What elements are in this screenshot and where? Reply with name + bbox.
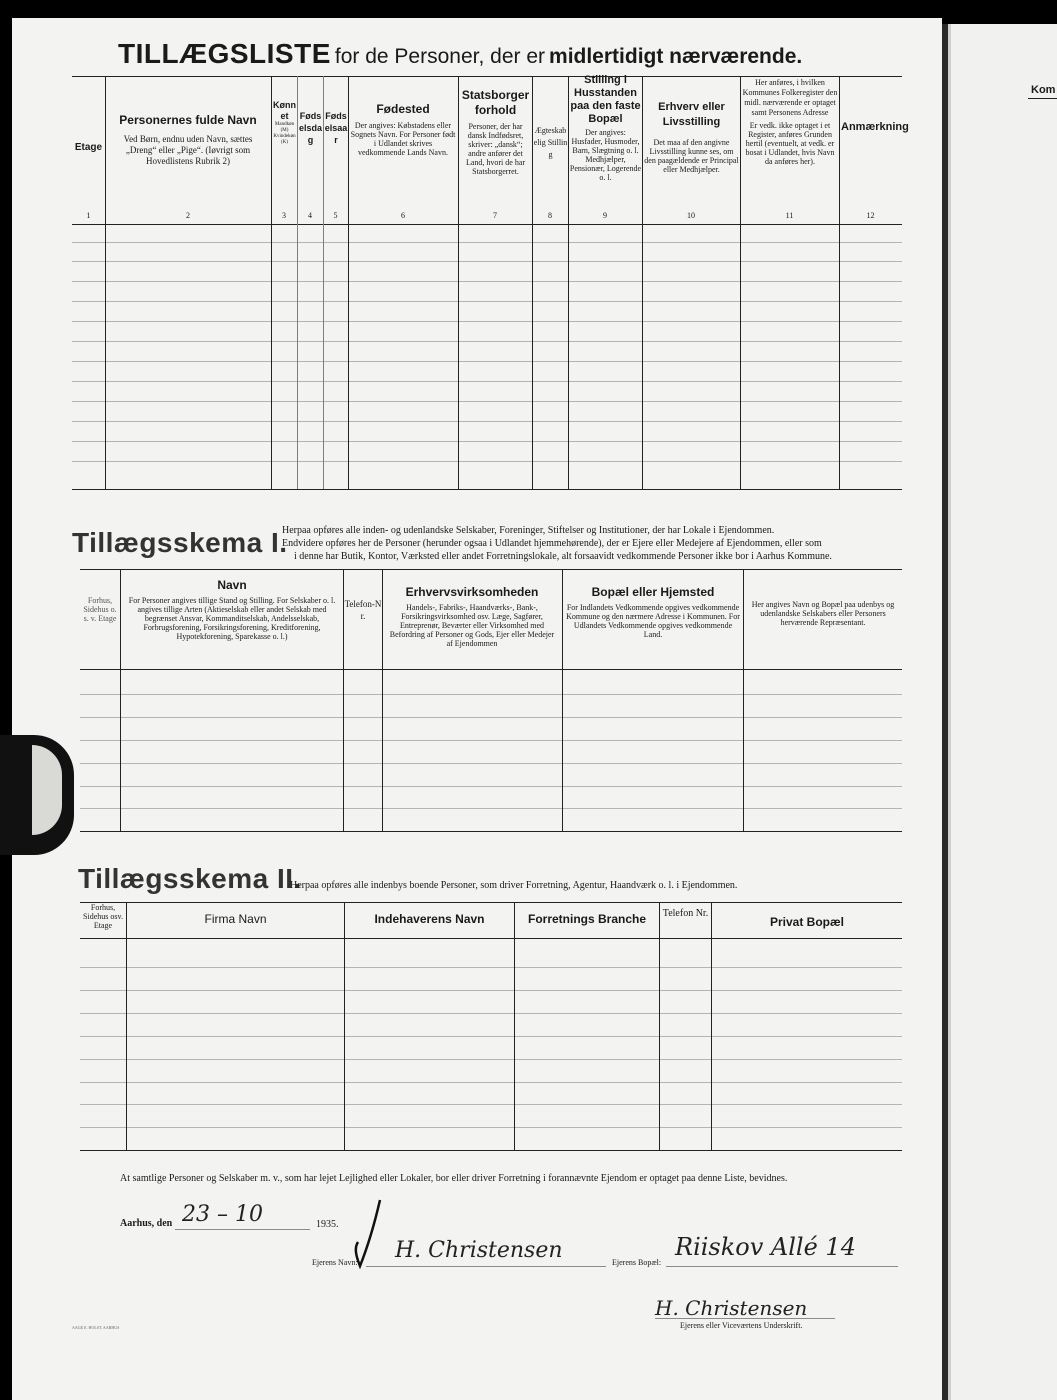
col-num: 12: [866, 211, 875, 220]
skema2-intro: Herpaa opføres alle indenbys boende Personer, som driver Forretning, Agentur, Haandværk o. l. i Ejendommen.: [290, 880, 738, 891]
col-folkeregister-header: Her anføres, i hvilken Kommunes Folkeregister den midl. nærværende er optaget samt Personens Adresse Er vedk. ikke optaget i et Register, anføres Grunden hertil (eventuelt, at vedk. er bosat i Udlandet, hvis Navn da anføres her).: [742, 78, 838, 166]
col-koen-header: Kønnet Mandkøn (M) Kvindekøn (K): [273, 100, 296, 145]
skema2-col-bopael: Privat Bopæl: [769, 915, 844, 929]
skema1-col-telefon: Telefon-Nr.: [344, 599, 382, 621]
col-num: 10: [687, 211, 695, 220]
owner-address-label: Ejerens Bopæl:: [612, 1258, 662, 1267]
col-num: 4: [308, 211, 312, 220]
skema1-col-erhverv: Erhvervsvirksomheden Handels-, Fabriks-, Haandværks-, Bank-, Forsikringsvirksomhed osv. Læge, Sagfører, Entreprenør, Beværter eller Virksomhed med Befordring af Personer og Gods, Ejer eller Medejer af Ejendommen: [389, 585, 555, 648]
next-page: [948, 24, 1057, 1400]
col-foedselsaar-header: Fødselsaar: [324, 111, 348, 145]
col-statsborger-header: Statsborgerforhold Personer, der har dansk Indfødsret, skriver: „dansk“; andre anfører det Land, hvori de har Statsborgerret.: [461, 88, 530, 176]
attestation-statement: At samtlige Personer og Selskaber m. v., som har lejet Lejlighed eller Lokaler, bor eller driver Forretning i forannævnte Ejendom er optaget paa denne Liste, bevidnes.: [120, 1173, 788, 1184]
col-anmaerkning-header: Anmærkning: [841, 121, 909, 133]
signature-stroke: [340, 1196, 400, 1276]
col-num: 8: [548, 211, 552, 220]
skema2-col-indehaver: Indehaverens Navn: [374, 912, 485, 926]
signature-label: Ejerens eller Viceværtens Underskrift.: [680, 1321, 803, 1330]
col-num: 1: [86, 211, 91, 220]
owner-address-handwritten: Riiskov Allé 14: [675, 1233, 856, 1261]
owner-name-handwritten: H. Christensen: [395, 1238, 563, 1263]
col-num: 5: [333, 211, 338, 220]
skema1-col-bopael: Bopæl eller Hjemsted For Indlandets Vedkommende opgives vedkommende Kommune og den nærmere Adresse i Kommunen. For Udlandets Vedkommende opgives vedkommende Land.: [566, 585, 740, 639]
col-num: 9: [603, 211, 607, 220]
col-erhverv-header: Erhverv eller Livsstilling Det maa af den angivne Livsstilling kunne ses, om den paagældende er Principal eller Medhjælper.: [644, 101, 739, 174]
skema2-col-branche: Forretnings Branche: [527, 912, 647, 926]
date-handwritten: 23 – 10: [182, 1202, 263, 1227]
skema1-title: Tillægsskema I.: [72, 527, 288, 558]
page-title: TILLÆGSLISTE for de Personer, der er midlertidigt nærværende.: [118, 38, 803, 69]
owner-name-label: Ejerens Navn:: [312, 1258, 358, 1267]
document-page: [12, 18, 942, 1400]
printer-imprint: AAGE E. HOLST, AARHUS: [72, 1325, 120, 1330]
col-num: 2: [186, 211, 190, 220]
col-num: 3: [282, 211, 286, 220]
col-foedselsdag-header: Fødselsdag: [298, 111, 322, 145]
skema2-title: Tillægsskema II.: [78, 863, 302, 894]
col-foedested-header: Fødested Der angives: Købstadens eller Sognets Navn. For Personer født i Udlandet skrives vedkommende Lands Navn.: [350, 102, 456, 157]
col-num: 11: [785, 211, 794, 220]
col-etage-header: Etage: [74, 142, 103, 153]
col-num: 6: [401, 211, 405, 220]
signature-handwritten: H. Christensen: [655, 1296, 808, 1320]
skema1-col-repraesentant: Her angives Navn og Bopæl paa udenbys og udenlandske Selskabers eller Personers herværende Repræsentant.: [751, 600, 895, 627]
place-label: Aarhus, den: [120, 1218, 173, 1229]
skema1-col-etage: Forhus, Sidehus o. s. v. Etage: [83, 596, 117, 623]
skema1-col-navn: Navn For Personer angives tillige Stand og Stilling. For Selskaber o. l. angives tillige Arten (Aktieselskab eller andet Selskab med begrænset Ansvar, Kommanditselskab, Andelsselskab, Forbrugsforening, Forsikringsforening, Kreditforening, Hypotekforening, Sparekasse o. l.): [128, 578, 336, 641]
col-stilling-header: Stilling i Husstanden paa den faste Bopæl Der angives: Husfader, Husmoder, Barn, Slægtning o. l. Medhjælper, Pensionær, Logerende o. l.: [569, 74, 642, 182]
skema2-col-etage: Forhus, Sidehus osv. Etage: [83, 903, 123, 930]
next-page-fragment: Kom: [1031, 84, 1056, 96]
col-navn-header: Personernes fulde Navn Ved Børn, endnu uden Navn, sættes „Dreng“ eller „Pige“. (Iøvrigt som Hovedlistens Rubrik 2): [119, 113, 257, 166]
skema2-col-telefon: Telefon Nr.: [662, 908, 709, 919]
year: 1935.: [316, 1219, 339, 1230]
col-num: 7: [493, 211, 497, 220]
binder-clip: [0, 735, 74, 855]
col-aegteskab-header: Ægteskabelig Stilling: [533, 126, 568, 159]
skema1-intro: Herpaa opføres alle inden- og udenlandske Selskaber, Foreninger, Stiftelser og Institutioner, der har Lokale i Ejendommen. Endvidere opføres her de Personer (herunder ogsaa i Udlandet hjemmehørende), der er Ejere eller Medejere af Ejendommen, eller som i denne har Butik, Kontor, Værksted eller andet Forretningslokale, alt forsaavidt vedkommende Personer ikke bor i Aarhus Kommune.: [282, 525, 832, 562]
skema2-col-firma: Firma Navn: [204, 912, 267, 926]
